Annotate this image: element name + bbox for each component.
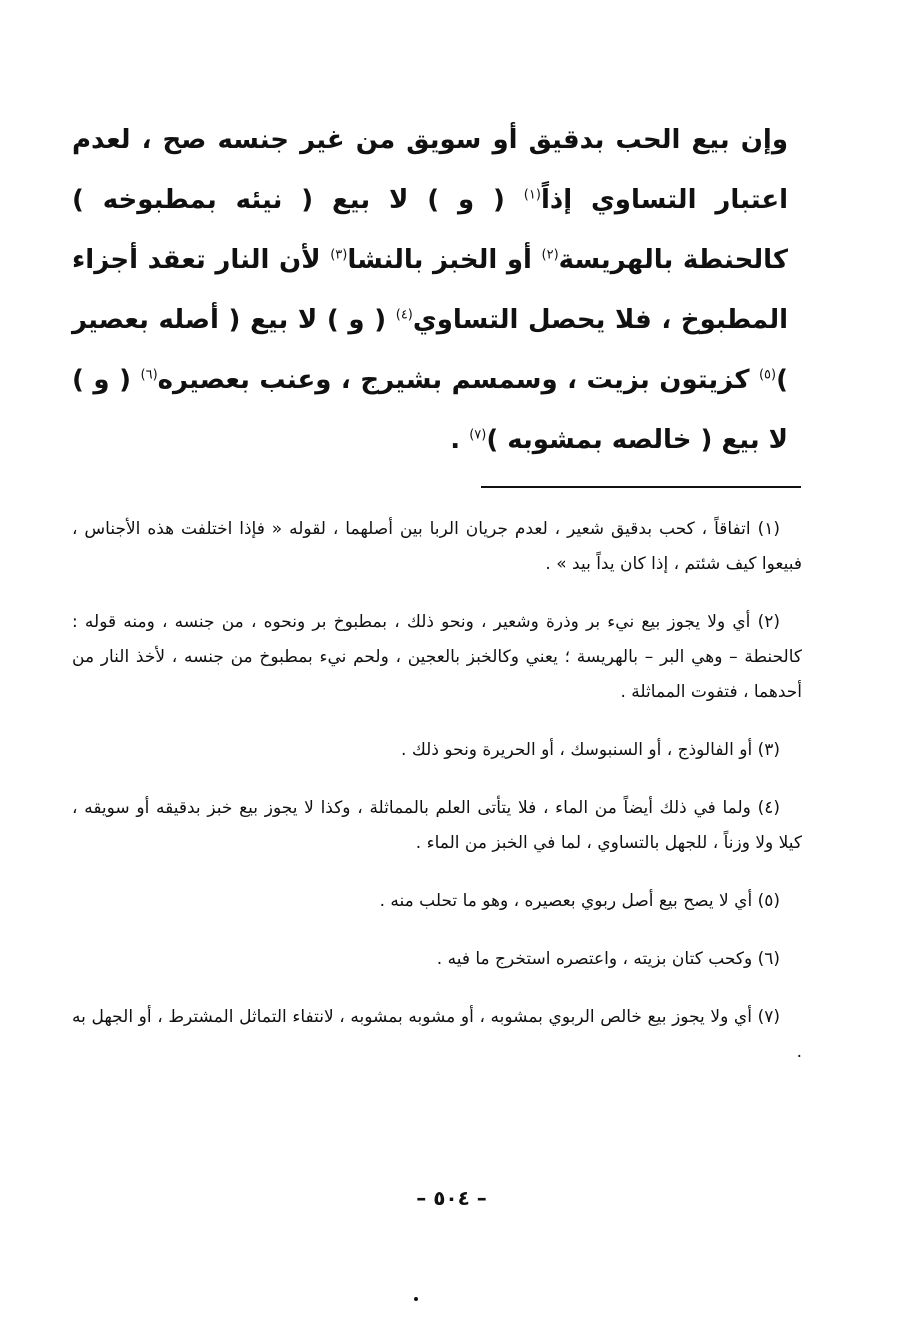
footnote-number: (١) [757, 519, 780, 539]
main-text-segment: ( و ) لا بيع ( نيئه بمطبوخه ) كالحنطة بالهريسة [72, 185, 788, 275]
footnote-number: (٣) [757, 740, 780, 760]
ink-dot [414, 1297, 418, 1301]
footnote-text: أي لا يصح بيع أصل ربوي بعصيره ، وهو ما تحلب منه . [379, 891, 753, 911]
footnote [72, 942, 802, 977]
footnote-number: (٥) [757, 891, 780, 911]
footnote-ref-6[interactable]: (٦) [140, 367, 158, 383]
footnote-ref-3[interactable]: (٣) [330, 247, 348, 263]
footnote-number: (٦) [757, 949, 780, 969]
footnote-text: أي ولا يجوز بيع خالص الربوي بمشوبه ، أو مشوبه بمشوبه ، لانتفاء التماثل المشترط ، أو الجهل به . [72, 1007, 802, 1062]
main-text [72, 110, 788, 470]
footnote [72, 733, 802, 768]
page-number: – ٥٠٤ – [416, 1186, 487, 1210]
main-text-segment: ( و ) لا بيع ( خالصه بمشوبه ) [72, 365, 788, 455]
footnote [72, 791, 802, 861]
footnote-text: أي ولا يجوز بيع نيء بر وذرة وشعير ، ونحو ذلك ، بمطبوخ بر ونحوه ، من جنسه ، ومنه قوله : كالحنطة – وهي البر – بالهريسة ؛ يعني وكالخبز بالعجين ، ولحم نيء بمطبوخ من جنسه ، لأخذ النار من أحدهما ، فتفوت المماثلة . [72, 612, 802, 702]
footnote [72, 1000, 802, 1070]
main-text-segment: لأن النار تعقد أجزاء المطبوخ ، فلا يحصل التساوي [72, 245, 789, 335]
footnote-text: ولما في ذلك أيضاً من الماء ، فلا يتأتى العلم بالمماثلة ، وكذا لا يجوز بيع خبز بدقيقه أو سويقه ، كيلا ولا وزناً ، للجهل بالتساوي ، لما في الخبز من الماء . [72, 798, 802, 853]
footnote-text: اتفاقاً ، كحب بدقيق شعير ، لعدم جريان الربا بين أصلهما ، لقوله « فإذا اختلفت هذه الأجناس ، فبيعوا كيف شئتم ، إذا كان يداً بيد » . [72, 519, 802, 574]
footnotes-section [72, 512, 802, 1093]
main-text-segment: . [450, 425, 470, 455]
footnote-number: (٤) [757, 798, 780, 818]
footnote-ref-5[interactable]: (٥) [758, 367, 777, 383]
footnote-text: أو الفالوذج ، أو السنبوسك ، أو الحريرة ونحو ذلك . [401, 740, 753, 760]
footnote-number: (٧) [757, 1007, 780, 1027]
footnote-ref-4[interactable]: (٤) [395, 307, 413, 323]
footnote-ref-2[interactable]: (٢) [541, 247, 559, 263]
main-text-segment: وإن بيع الحب بدقيق أو سويق من غير جنسه صح ، لعدم اعتبار التساوي إذاً [72, 125, 788, 215]
main-text-segment: أو الخبز بالنشا [347, 245, 542, 275]
footnote [72, 512, 802, 582]
main-text-segment: ( و ) لا بيع ( أصله بعصير ) [72, 305, 788, 395]
footnote-separator [481, 486, 801, 488]
footnote [72, 605, 802, 710]
footnote-ref-7[interactable]: (٧) [469, 427, 487, 443]
footnote-ref-1[interactable]: (١) [523, 187, 541, 203]
footnote-number: (٢) [757, 612, 780, 632]
footnote [72, 884, 802, 919]
footnote-text: وكحب كتان بزيته ، واعتصره استخرج ما فيه . [436, 949, 753, 969]
main-text-segment: كزيتون بزيت ، وسمسم بشيرج ، وعنب بعصيره [157, 365, 759, 395]
